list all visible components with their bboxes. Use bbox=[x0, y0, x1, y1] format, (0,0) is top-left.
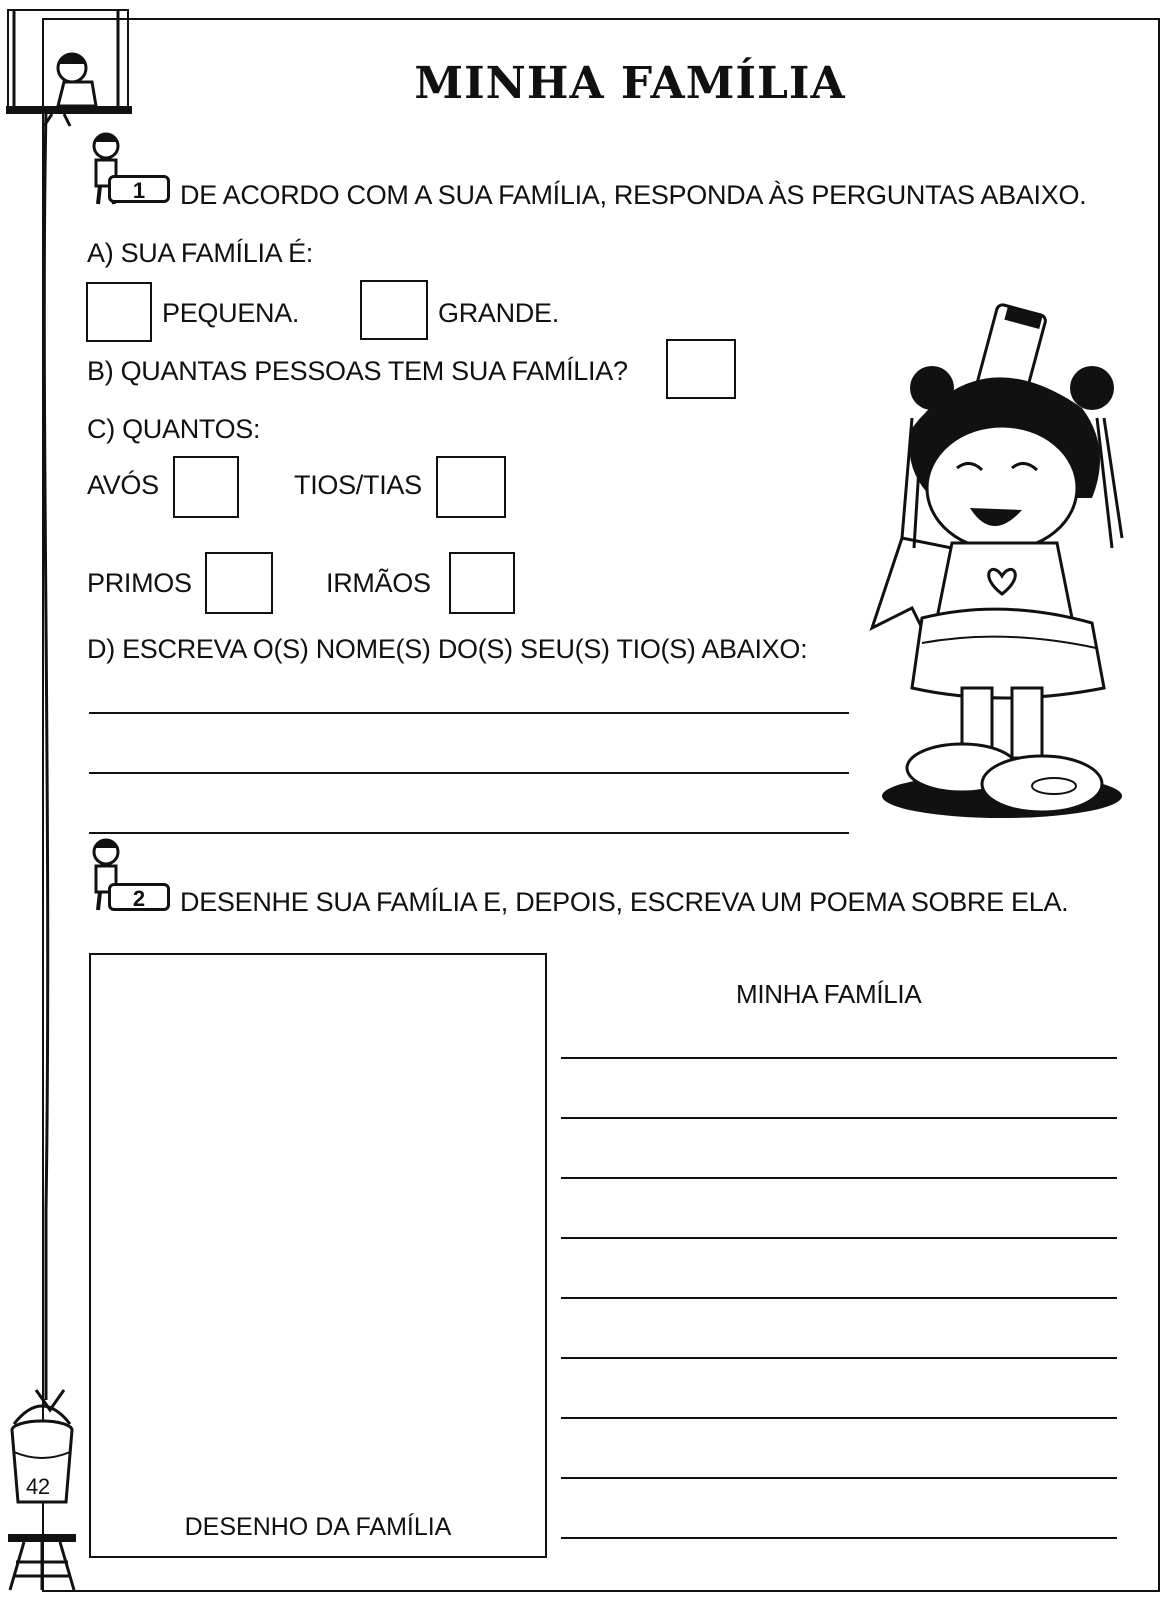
tios-box[interactable] bbox=[436, 456, 506, 518]
checkbox-grande[interactable] bbox=[360, 280, 428, 340]
poem-title: MINHA FAMÍLIA bbox=[736, 979, 922, 1009]
avos-box[interactable] bbox=[173, 456, 239, 518]
drawing-caption: DESENHO DA FAMÍLIA bbox=[184, 1513, 452, 1541]
answer-line[interactable] bbox=[89, 712, 849, 714]
poem-line[interactable] bbox=[561, 1117, 1117, 1119]
primos-box[interactable] bbox=[205, 552, 273, 614]
drawing-box[interactable] bbox=[89, 953, 547, 1558]
poem-line[interactable] bbox=[561, 1417, 1117, 1419]
irmaos-label: IRMÃOS bbox=[326, 568, 431, 598]
poem-line[interactable] bbox=[561, 1057, 1117, 1059]
primos-label: PRIMOS bbox=[87, 568, 192, 598]
option-grande-label: GRANDE. bbox=[438, 298, 559, 328]
avos-label: AVÓS bbox=[87, 470, 159, 500]
poem-line[interactable] bbox=[561, 1477, 1117, 1479]
answer-line[interactable] bbox=[89, 772, 849, 774]
poem-line[interactable] bbox=[561, 1357, 1117, 1359]
question-a-label: A) SUA FAMÍLIA É: bbox=[87, 238, 313, 268]
page-title: MINHA FAMÍLIA bbox=[414, 58, 846, 109]
poem-line[interactable] bbox=[561, 1177, 1117, 1179]
question-d-label: D) ESCREVA O(S) NOME(S) DO(S) SEU(S) TIO(S) ABAIXO: bbox=[87, 634, 808, 664]
question-2-prompt: DESENHE SUA FAMÍLIA E, DEPOIS, ESCREVA UM POEMA SOBRE ELA. bbox=[180, 887, 1069, 917]
poem-line[interactable] bbox=[561, 1537, 1117, 1539]
question-2-badge: 2 bbox=[108, 883, 170, 911]
question-b-label: B) QUANTAS PESSOAS TEM SUA FAMÍLIA? bbox=[87, 356, 628, 386]
rope-icon bbox=[38, 110, 58, 1410]
option-pequena-label: PEQUENA. bbox=[162, 298, 300, 328]
checkbox-pequena[interactable] bbox=[86, 282, 152, 342]
question-1-prompt: DE ACORDO COM A SUA FAMÍLIA, RESPONDA ÀS PERGUNTAS ABAIXO. bbox=[180, 180, 1087, 210]
family-size-box[interactable] bbox=[666, 339, 736, 399]
poem-line[interactable] bbox=[561, 1237, 1117, 1239]
boy-on-swing-icon bbox=[4, 6, 134, 126]
page-number: 42 bbox=[26, 1474, 50, 1499]
question-c-label: C) QUANTOS: bbox=[87, 414, 261, 444]
question-1-badge: 1 bbox=[108, 175, 170, 203]
tios-label: TIOS/TIAS bbox=[294, 470, 422, 500]
irmaos-box[interactable] bbox=[449, 552, 515, 614]
easel-icon bbox=[4, 1532, 80, 1592]
answer-line[interactable] bbox=[89, 832, 849, 834]
poem-line[interactable] bbox=[561, 1297, 1117, 1299]
girl-with-pencil-illustration bbox=[842, 298, 1122, 838]
